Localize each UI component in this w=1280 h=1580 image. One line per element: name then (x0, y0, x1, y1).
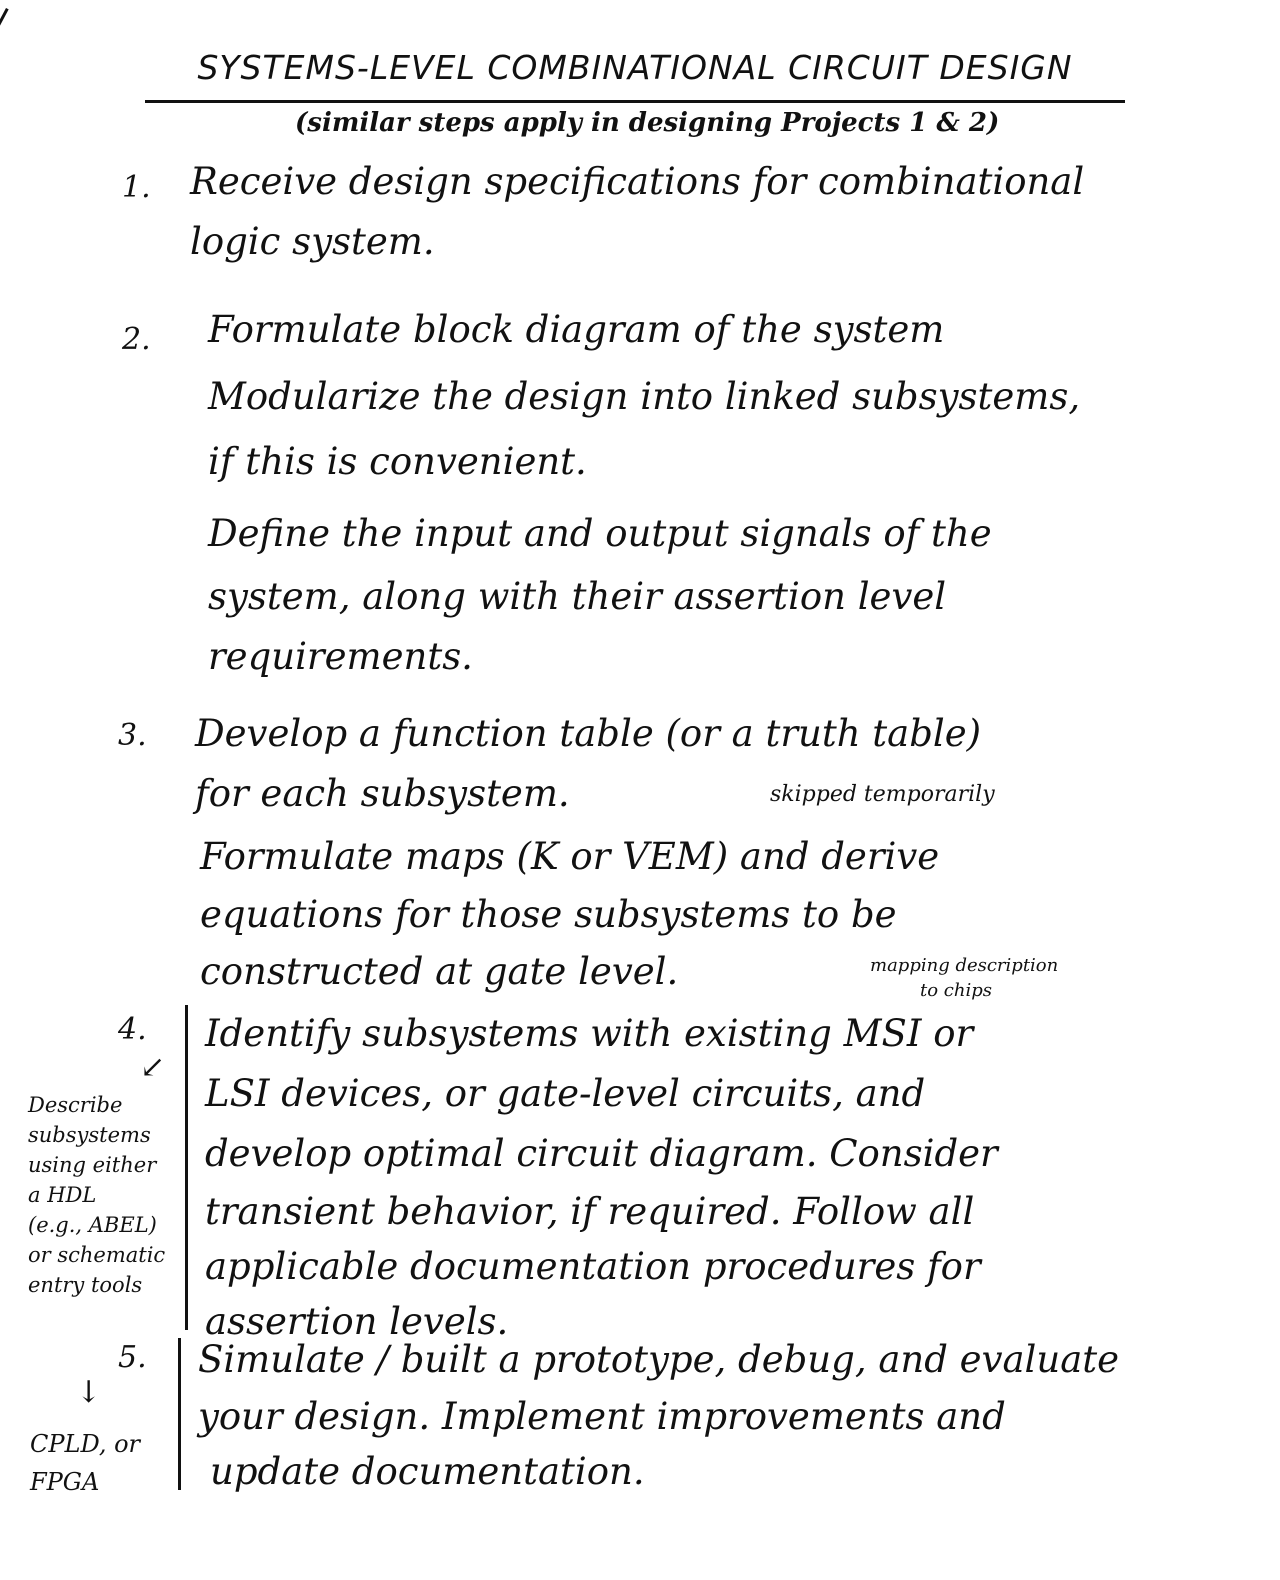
step-2-number: 2. (122, 322, 151, 357)
step-4-line-5: applicable documentation procedures for (205, 1245, 981, 1288)
page-title: SYSTEMS-LEVEL COMBINATIONAL CIRCUIT DESIGN (197, 48, 1073, 87)
step-4-line-2: LSI devices, or gate-level circuits, and (205, 1072, 926, 1115)
step-3-line-4: equations for those subsystems to be (200, 893, 897, 936)
margin-note-line-2: subsystems (28, 1123, 151, 1147)
step-3-margin-note: skipped temporarily (770, 782, 995, 807)
margin-note-line-5: (e.g., ABEL) (28, 1213, 157, 1237)
step-4-line-4: transient behavior, if required. Follow all (205, 1190, 975, 1233)
step-4-line-3: develop optimal circuit diagram. Consider (205, 1132, 998, 1175)
margin-note-target-line-2: FPGA (30, 1468, 100, 1496)
step-5-number: 5. (118, 1340, 147, 1375)
step-5-line-3: update documentation. (210, 1450, 645, 1493)
step-3-line-2: for each subsystem. (195, 772, 570, 815)
step-2-line-5: system, along with their assertion level (208, 575, 947, 618)
step-3-line-1: Develop a function table (or a truth table) (195, 712, 982, 755)
step-4-note-line-1: mapping description (870, 955, 1059, 976)
margin-arrow-up-icon: ↙ (140, 1050, 166, 1085)
step-1-number: 1. (122, 170, 151, 205)
margin-note-target (30, 1425, 140, 1501)
step-1-line-1: Receive design specifications for combinational (190, 160, 1085, 203)
step-2-line-2: Modularize the design into linked subsystems, (208, 375, 1081, 418)
step-5-line-2: your design. Implement improvements and (198, 1395, 1006, 1438)
step-4-line-6: assertion levels. (205, 1300, 509, 1343)
step-2-line-4: Define the input and output signals of the (208, 512, 992, 555)
step-5-bracket (178, 1338, 181, 1490)
step-3-line-3: Formulate maps (K or VEM) and derive (200, 835, 940, 878)
margin-note-line-1: Describe (28, 1093, 123, 1117)
page-subtitle: (similar steps apply in designing Projects 1 & 2) (295, 108, 1000, 138)
margin-note (28, 1090, 165, 1300)
title-underline (145, 100, 1125, 103)
margin-note-line-4: a HDL (28, 1183, 97, 1207)
step-4-note-line-2: to chips (920, 980, 992, 1001)
step-2-line-6: requirements. (208, 635, 473, 678)
step-4-line-1: Identify subsystems with existing MSI or (205, 1012, 974, 1055)
step-4-bracket (185, 1005, 188, 1330)
step-3-number: 3. (118, 718, 147, 753)
margin-note-line-3: using either (28, 1153, 157, 1177)
margin-arrow-down-icon: ↓ (76, 1375, 102, 1410)
step-5-line-1: Simulate / built a prototype, debug, and evaluate (198, 1338, 1120, 1381)
corner-slash-mark (0, 8, 9, 76)
margin-note-line-6: or schematic (28, 1243, 166, 1267)
margin-note-line-7: entry tools (28, 1273, 143, 1297)
step-1-line-2: logic system. (190, 220, 435, 263)
margin-note-target-line-1: CPLD, or (30, 1430, 141, 1458)
step-2-line-1: Formulate block diagram of the system (208, 308, 945, 351)
step-2-line-3: if this is convenient. (208, 440, 587, 483)
step-4-number: 4. (118, 1012, 147, 1047)
step-3-line-5: constructed at gate level. (200, 950, 679, 993)
